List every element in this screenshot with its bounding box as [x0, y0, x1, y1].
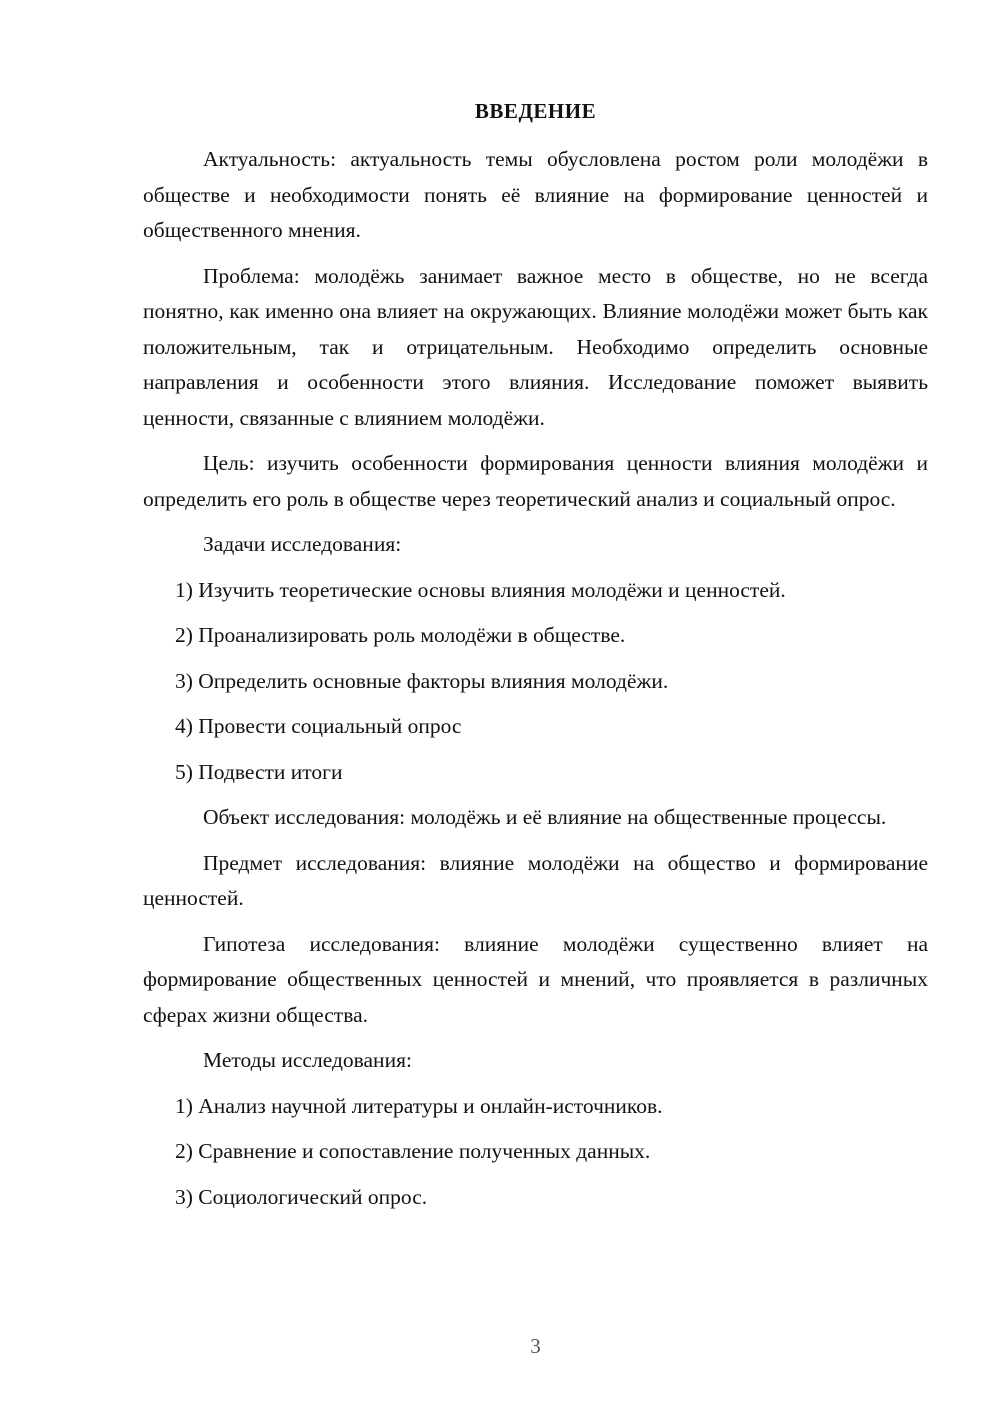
methods-heading: Методы исследования:: [203, 1048, 412, 1072]
list-item: 1) Изучить теоретические основы влияния молодёжи и ценностей.: [175, 577, 786, 602]
list-item: 2) Сравнение и сопоставление полученных данных.: [175, 1139, 651, 1163]
methods-list: [143, 1089, 928, 1216]
paragraph-goal: Цель: изучить особенности формирования ценности влияния молодёжи и определить его роль в обществе через теоретический анализ и социальный опрос.: [143, 451, 928, 511]
paragraph-hypothesis: Гипотеза исследования: влияние молодёжи существенно влияет на формирование общественных ценностей и мнений, что проявляется в различных сферах жизни общества.: [143, 931, 928, 1027]
paragraph-subject: Предмет исследования: влияние молодёжи на общество и формирование ценностей.: [143, 850, 928, 910]
list-item: 5) Подвести итоги: [175, 759, 343, 784]
document-body: [143, 142, 928, 1225]
page-number: 3: [530, 1334, 541, 1358]
list-item: 2) Проанализировать роль молодёжи в обществе.: [175, 623, 626, 647]
paragraph-object: Объект исследования: молодёжь и её влияние на общественные процессы.: [203, 805, 887, 829]
page-title: ВВЕДЕНИЕ: [474, 99, 597, 123]
tasks-heading: Задачи исследования:: [203, 532, 402, 556]
list-item: 4) Провести социальный опрос: [175, 714, 462, 738]
list-item: 1) Анализ научной литературы и онлайн-источников.: [175, 1093, 663, 1118]
paragraph-problem: Проблема: молодёжь занимает важное место в обществе, но не всегда понятно, как именно она влияет на окружающих. Влияние молодёжи может быть как положительным, так и отрицательным. Необходимо определить основные направления и особенности этого влияния. Исследование поможет выявить ценности, связанные с влиянием молодёжи.: [143, 263, 928, 430]
list-item: 3) Определить основные факторы влияния молодёжи.: [175, 668, 669, 693]
paragraph-relevance: Актуальность: актуальность темы обусловлена ростом роли молодёжи в обществе и необходимости понять её влияние на формирование ценностей и общественного мнения.: [143, 147, 928, 242]
tasks-list: [143, 573, 928, 791]
list-item: 3) Социологический опрос.: [175, 1184, 428, 1209]
